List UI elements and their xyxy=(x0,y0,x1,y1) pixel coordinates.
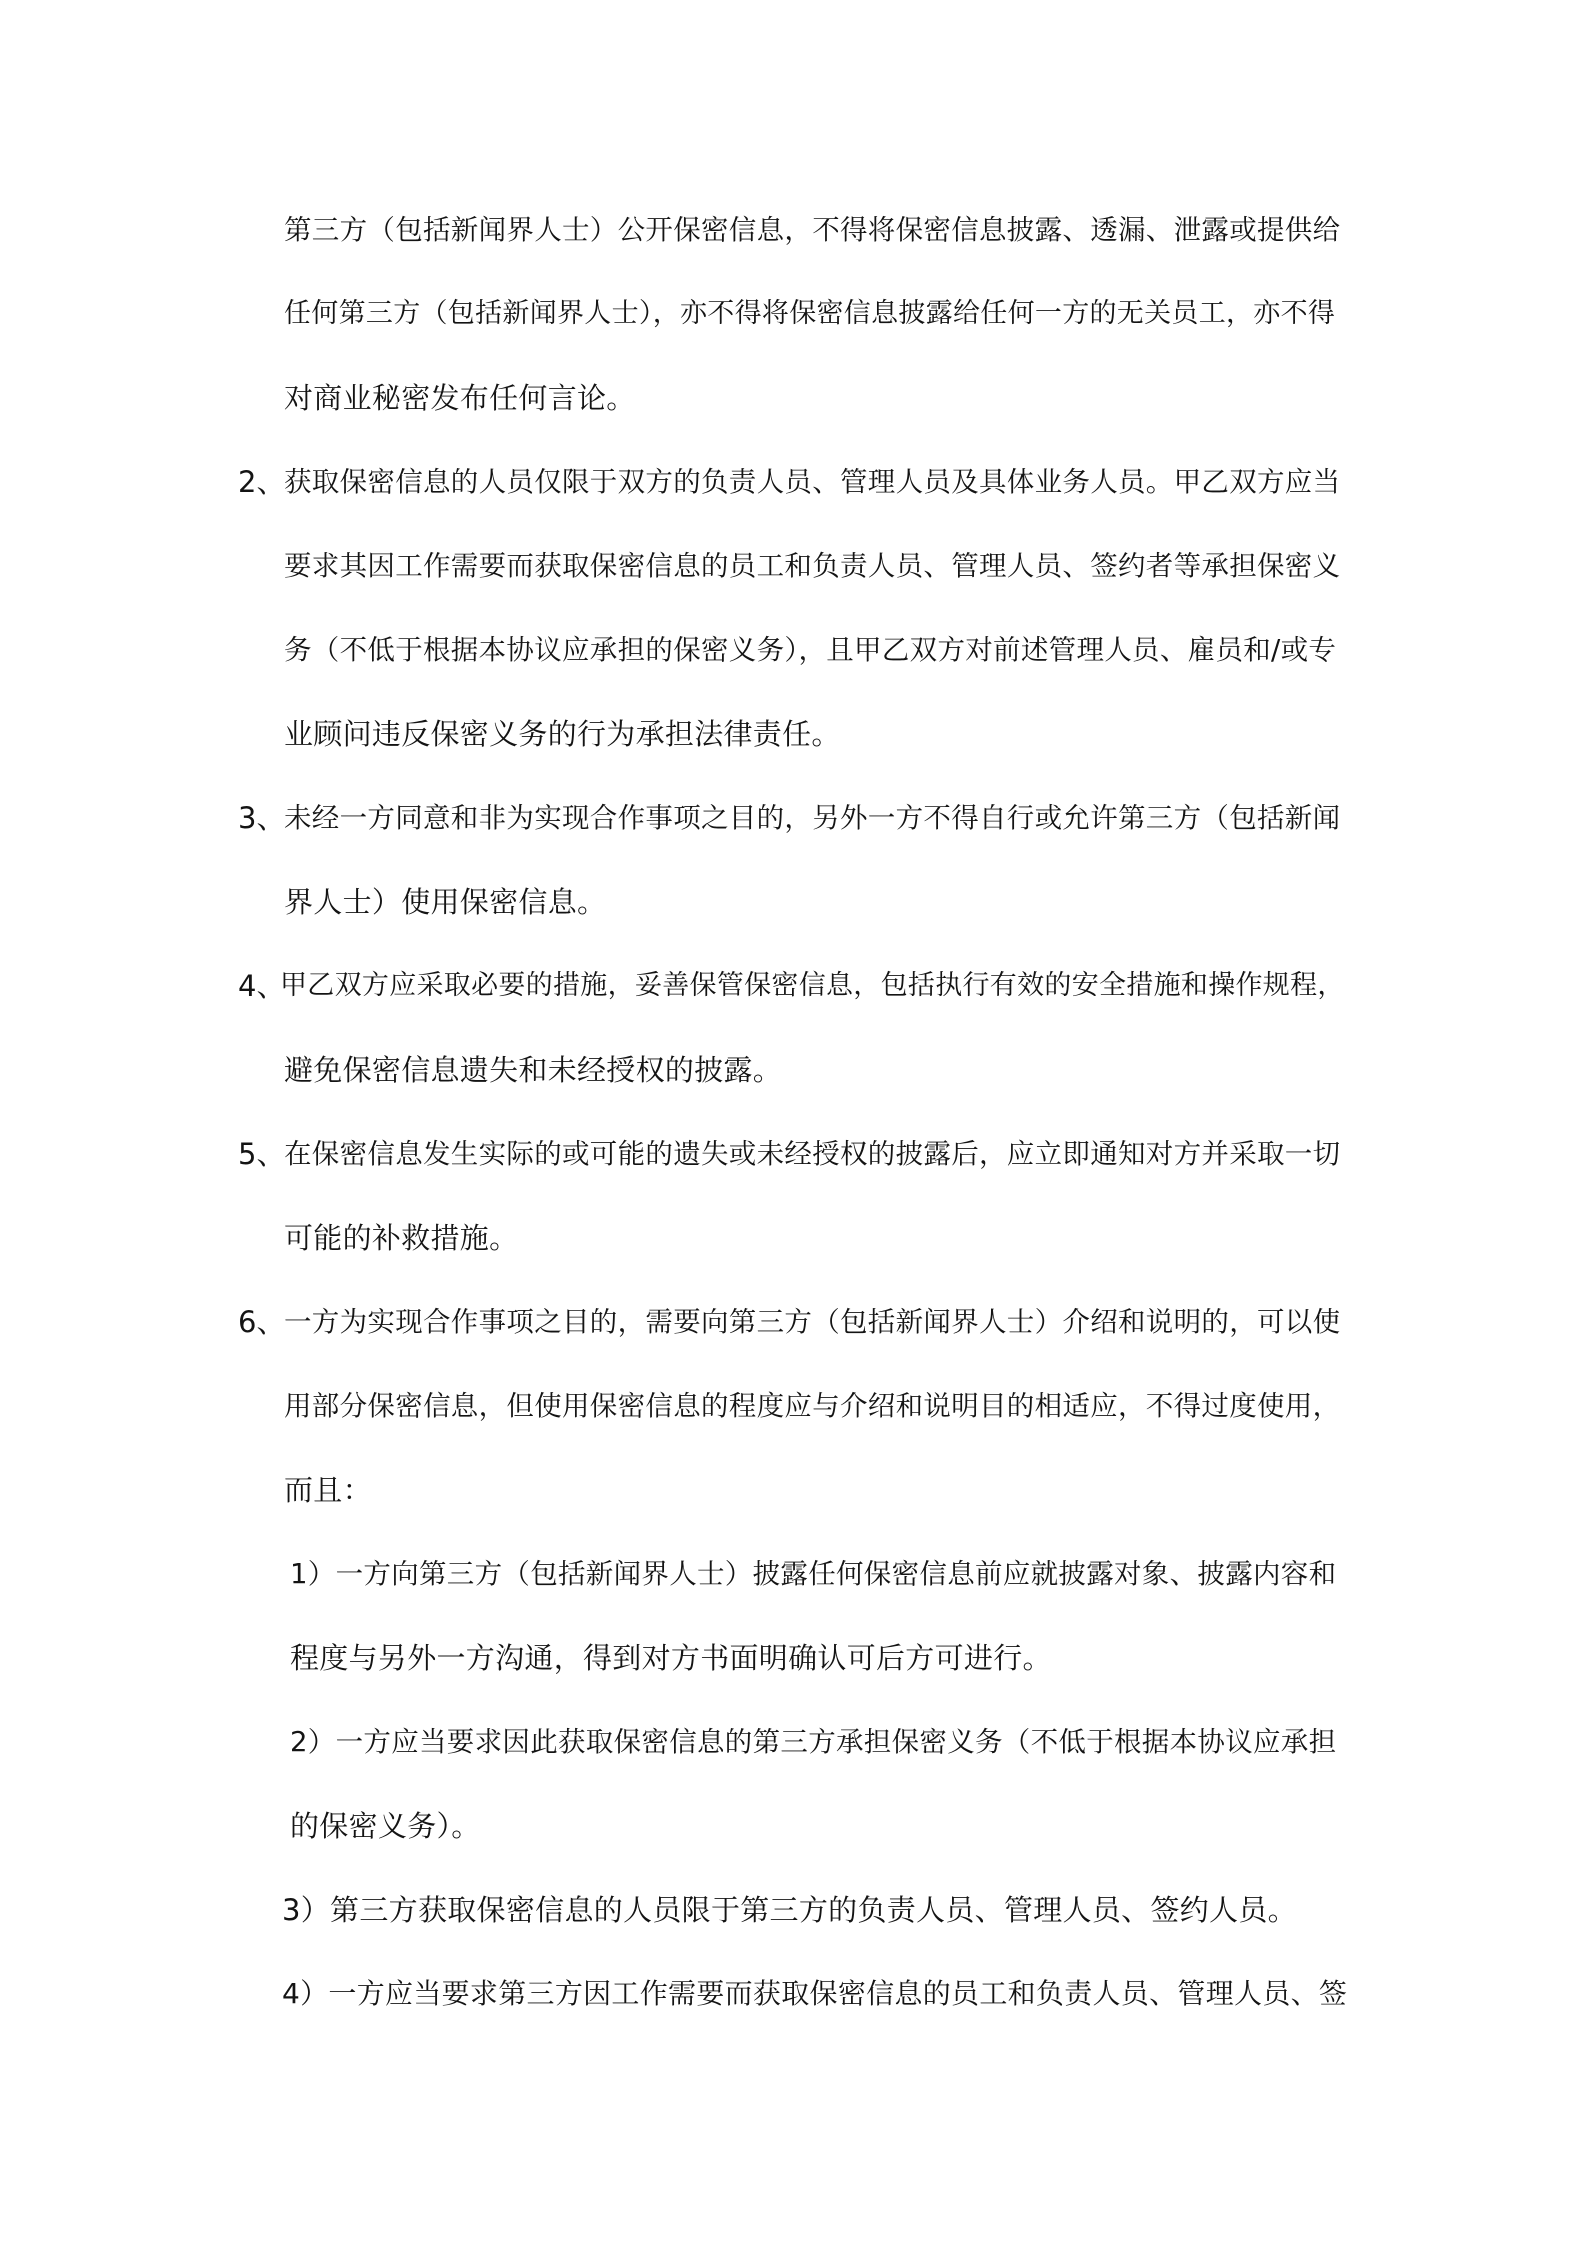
list-item-line: 要求其因工作需要而获取保密信息的员工和负责人员、管理人员、签约者等承担保密义 xyxy=(284,550,1341,582)
paragraph-line: 对商业秘密发布任何言论。 xyxy=(284,381,636,415)
list-item-number: 6、 xyxy=(238,1305,286,1339)
sub-item-line: 3）第三方获取保密信息的人员限于第三方的负责人员、管理人员、签约人员。 xyxy=(282,1893,1297,1927)
list-item-line: 业顾问违反保密义务的行为承担法律责任。 xyxy=(284,717,841,751)
list-item-number: 5、 xyxy=(238,1137,286,1171)
sub-item-line: 程度与另外一方沟通，得到对方书面明确认可后方可进行。 xyxy=(290,1641,1052,1675)
list-item-line: 甲乙双方应采取必要的措施，妥善保管保密信息，包括执行有效的安全措施和操作规程， xyxy=(280,970,1345,1001)
list-item-number: 3、 xyxy=(238,801,286,835)
list-item-line: 避免保密信息遗失和未经授权的披露。 xyxy=(284,1053,783,1087)
paragraph-line: 任何第三方（包括新闻界人士），亦不得将保密信息披露给任何一方的无关员工，亦不得 xyxy=(284,298,1336,329)
list-item-line: 一方为实现合作事项之目的，需要向第三方（包括新闻界人士）介绍和说明的，可以使 xyxy=(284,1306,1341,1338)
list-item-line: 而且： xyxy=(284,1473,372,1507)
sub-item-line: 1）一方向第三方（包括新闻界人士）披露任何保密信息前应就披露对象、披露内容和 xyxy=(290,1558,1337,1590)
sub-item-line: 的保密义务）。 xyxy=(290,1809,481,1843)
list-item-line: 在保密信息发生实际的或可能的遗失或未经授权的披露后，应立即通知对方并采取一切 xyxy=(284,1138,1341,1170)
list-item-line: 界人士）使用保密信息。 xyxy=(284,885,607,919)
sub-item-line: 4）一方应当要求第三方因工作需要而获取保密信息的员工和负责人员、管理人员、签 xyxy=(282,1977,1348,2010)
list-item-line: 用部分保密信息，但使用保密信息的程度应与介绍和说明目的相适应，不得过度使用， xyxy=(284,1390,1341,1422)
list-item-number: 2、 xyxy=(238,465,286,499)
list-item-line: 务（不低于根据本协议应承担的保密义务），且甲乙双方对前述管理人员、雇员和/或专 xyxy=(284,634,1337,666)
list-item-number: 4、 xyxy=(238,969,286,1003)
list-item-line: 获取保密信息的人员仅限于双方的负责人员、管理人员及具体业务人员。甲乙双方应当 xyxy=(284,466,1341,498)
list-item-line: 可能的补救措施。 xyxy=(284,1221,519,1255)
paragraph-line: 第三方（包括新闻界人士）公开保密信息，不得将保密信息披露、透漏、泄露或提供给 xyxy=(284,214,1341,246)
list-item-line: 未经一方同意和非为实现合作事项之目的，另外一方不得自行或允许第三方（包括新闻 xyxy=(284,802,1341,834)
sub-item-line: 2）一方应当要求因此获取保密信息的第三方承担保密义务（不低于根据本协议应承担 xyxy=(290,1726,1337,1758)
